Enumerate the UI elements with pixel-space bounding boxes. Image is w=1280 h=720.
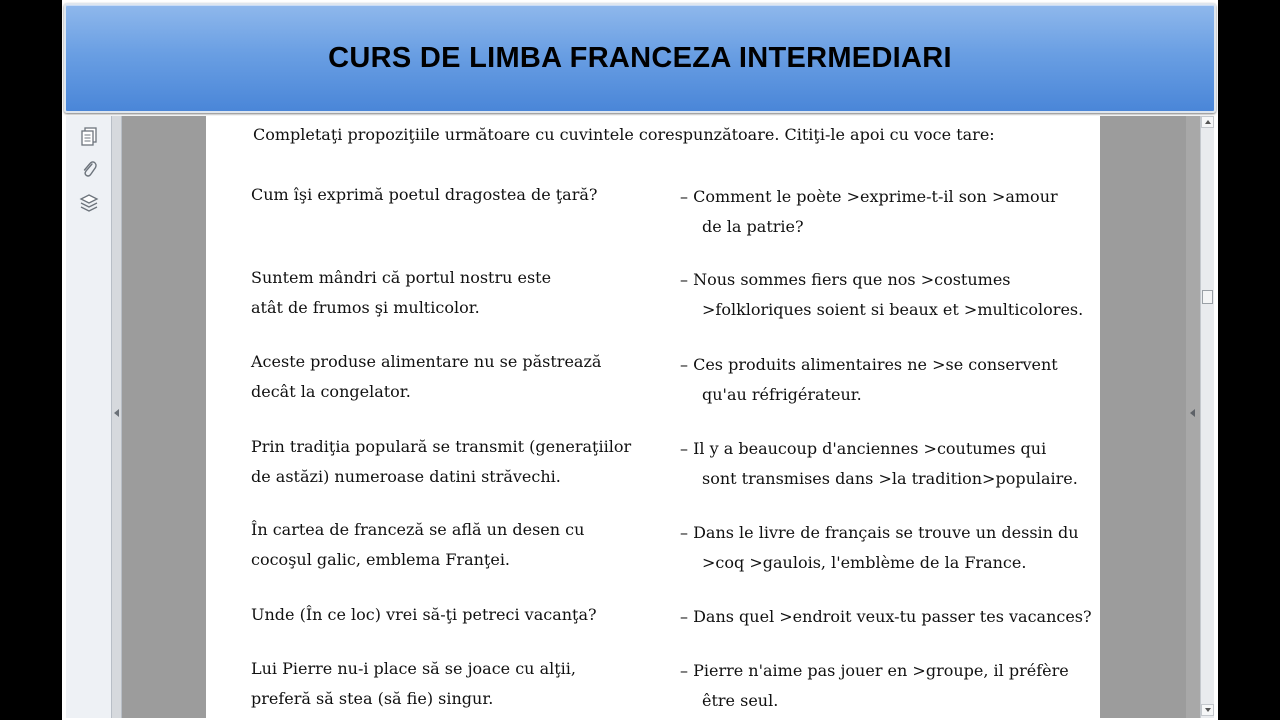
french-sentence [680, 434, 1078, 494]
romanian-line: Cum îşi exprimă poetul dragostea de ţară? [251, 185, 598, 204]
french-line: – Il y a beaucoup d'anciennes >coutumes qui [680, 439, 1047, 458]
romanian-sentence [251, 654, 576, 714]
french-sentence [680, 518, 1079, 578]
french-line: – Dans le livre de français se trouve un dessin du [680, 523, 1079, 542]
banner-title: CURS DE LIMBA FRANCEZA INTERMEDIARI [328, 41, 952, 74]
course-banner [64, 3, 1216, 113]
scroll-up-button[interactable] [1201, 116, 1214, 128]
french-line: qu'au réfrigérateur. [702, 385, 862, 404]
french-line: – Nous sommes fiers que nos >costumes [680, 270, 1011, 289]
french-line: sont transmises dans >la tradition>populaire. [702, 469, 1078, 488]
romanian-sentence [251, 600, 597, 630]
romanian-line: preferă să stea (să fie) singur. [251, 689, 494, 708]
collapse-right-arrow-icon [1190, 409, 1195, 417]
romanian-line: Lui Pierre nu-i place să se joace cu alţii, [251, 659, 576, 678]
french-line: >folkloriques soient si beaux et >multicolores. [702, 300, 1084, 319]
romanian-sentence [251, 515, 584, 575]
romanian-line: cocoşul galic, emblema Franţei. [251, 550, 511, 569]
romanian-sentence [251, 263, 551, 323]
french-sentence [680, 265, 1083, 325]
romanian-line: Unde (În ce loc) vrei să-ţi petreci vacanţa? [251, 605, 597, 624]
scroll-down-button[interactable] [1201, 704, 1214, 716]
french-line: – Pierre n'aime pas jouer en >groupe, il préfère [680, 661, 1069, 680]
romanian-sentence [251, 180, 597, 210]
romanian-sentence [251, 347, 601, 407]
pages-icon[interactable] [78, 126, 100, 148]
french-line: – Comment le poète >exprime-t-il son >amour [680, 187, 1058, 206]
romanian-line: decât la congelator. [251, 382, 411, 401]
romanian-line: Suntem mândri că portul nostru este [251, 268, 552, 287]
french-line: – Dans quel >endroit veux-tu passer tes vacances? [680, 607, 1092, 626]
romanian-line: Aceste produse alimentare nu se păstrează [251, 352, 602, 371]
romanian-line: de astăzi) numeroase datini străvechi. [251, 467, 561, 486]
layers-icon[interactable] [78, 192, 100, 214]
french-line: >coq >gaulois, l'emblème de la France. [702, 553, 1027, 572]
romanian-line: atât de frumos şi multicolor. [251, 298, 480, 317]
romanian-line: În cartea de franceză se află un desen cu [251, 520, 585, 539]
french-line: de la patrie? [702, 217, 804, 236]
french-line: être seul. [702, 691, 779, 710]
exercise-instruction: Completaţi propoziţiile următoare cu cuvintele corespunzătoare. Citiţi-le apoi cu voce tare: [253, 125, 995, 144]
scroll-down-arrow-icon [1205, 708, 1211, 712]
scroll-up-arrow-icon [1205, 120, 1211, 124]
french-line: – Ces produits alimentaires ne >se conservent [680, 355, 1058, 374]
panel-collapse-handle[interactable] [112, 116, 122, 718]
french-sentence [680, 602, 1092, 632]
romanian-sentence [251, 432, 631, 492]
navigation-panel [66, 116, 112, 718]
attachment-icon[interactable] [78, 158, 100, 180]
french-sentence [680, 656, 1069, 716]
french-sentence [680, 350, 1058, 410]
vertical-scrollbar[interactable] [1200, 116, 1214, 718]
scroll-thumb[interactable] [1202, 290, 1213, 304]
document-page [206, 116, 1100, 720]
collapse-left-arrow-icon [114, 409, 119, 417]
romanian-line: Prin tradiţia populară se transmit (generaţiilor [251, 437, 632, 456]
french-sentence [680, 182, 1058, 242]
right-panel-handle[interactable] [1186, 116, 1200, 718]
